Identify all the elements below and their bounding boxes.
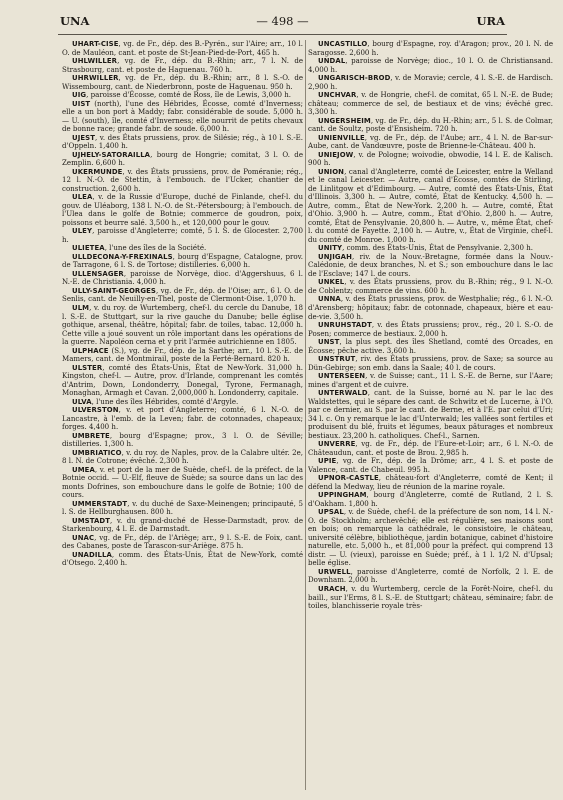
running-header [60, 14, 505, 30]
dictionary-entry [62, 74, 303, 91]
dictionary-entry [308, 474, 553, 491]
dictionary-entry [308, 372, 553, 389]
page-number: — 498 — [256, 14, 309, 28]
entry-definition: , paroisse d'Angleterre, comté de Norfolk, 2 l. E. de Downham. 2,000 h. [308, 566, 553, 585]
entry-headword: UPSAL [318, 508, 344, 517]
entry-headword: UIST [72, 99, 91, 108]
entry-headword: UNSTRUT [318, 355, 356, 364]
dictionary-entry [308, 40, 553, 57]
dictionary-entry [62, 270, 303, 287]
entry-headword: UNDAL [318, 57, 346, 66]
entry-definition: , vg. de Fr., dép. de l'Aube; arr., 4 l. N. de Bar-sur-Aube, cant. de Vandœuvre, poste de Brienne-le-Château. 400 h. [308, 132, 553, 151]
entry-definition: , paroisse d'Écosse, comté de Ross, île de Lewis, 3,000 h. [86, 90, 292, 100]
dictionary-entry [62, 517, 303, 534]
entry-headword: UJHELY-SATORAILLA [72, 150, 151, 159]
entry-headword: ULIETEA [72, 244, 105, 253]
entry-headword: ULLENSAGER [72, 269, 124, 278]
entry-definition: , v. du grand-duché de Hesse-Darmstadt, prov. de Starkenbourg, 4 l. E. de Darmstadt. [62, 515, 303, 534]
entry-headword: UNST [318, 338, 340, 347]
entry-headword: UNCASTILLO [318, 40, 368, 48]
entry-definition: , bourg d'Espagne; prov., 3 l. O. de Séville; distilleries. 1,300 h. [62, 430, 303, 449]
dictionary-entry [62, 406, 303, 432]
entry-definition: , vg. de Fr., dép. de la Drôme; arr., 4 l. S. et poste de Valence, cant. de Chabeuil. 995 h. [308, 456, 553, 474]
entry-headword: URWELL [318, 567, 351, 576]
entry-headword: UIG [72, 91, 87, 100]
dictionary-entry [308, 568, 553, 585]
entry-headword: UNTERSEEN [318, 372, 366, 381]
entry-definition: , paroisse de Norvège, dioc. d'Aggershuus, 6 l. N.-E. de Christiania. 4,000 h. [62, 268, 303, 287]
entry-definition: , paroisse d'Angleterre; comté, 5 l. S. de Glocester. 2,700 h. [62, 226, 303, 244]
dictionary-entry [62, 304, 303, 347]
dictionary-entry [308, 57, 553, 74]
entry-definition: , v. des États prussiens, prov. de Westphalie; rég., 6 l. N.-O. d'Arensberg; hôpitaux; fabr. de cotonnade, chapeaux, bière et eau-de-vie. 3,500 h. [308, 294, 553, 321]
entry-headword: UNGARISCH-BROD [318, 74, 391, 83]
dictionary-entry [62, 500, 303, 517]
entry-definition: , riv. de la Nouv.-Bretagne, formée dans la Nouv.-Calédonie, de deux branches, N. et S.; son embouchure dans le lac de l'Esclave; 147 l. de cours. [308, 251, 553, 278]
entry-headword: UHRWILLER [72, 74, 119, 83]
entry-headword: UJEST [72, 133, 96, 142]
entry-definition: , canal d'Angleterre, comté de Leicester, entre la Welland et le canal Leicester. — Autre, canal d'Écosse, comtés de Stirling, de Linlitgow et d'Edimbourg. — Autre, comté des États-Unis, État d'Illinois. 3,300 h. — Autre, comté, État de Kentucky. 4,500 h. — Autre, comm., État de New-York. 2,200 h. — Autre, comté, État d'Ohio. 3,900 h. — Autre, comm., État d'Ohio. 2,800 h. — Autre, comté, État de Pensylvanie. 20,800 h. — Autre, v., même État, chef-l. du comté de Fayette. 2,100 h. — Autre, v., État de Virginie, chef-l. du comté de Monroe. 1,000 h. [308, 166, 553, 244]
entry-headword: UNADILLA [72, 550, 112, 559]
entry-definition: , paroisse de Norvège; dioc., 10 l. O. de Christiansand. 4,000 h. [308, 56, 553, 74]
entry-headword: UKERMUNDE [72, 167, 123, 176]
entry-definition: , la plus sept. des îles Shetland, comté des Orcades, en Écosse; pêche active. 3,600 h. [308, 337, 553, 355]
entry-definition: , v. de Pologne; woivodie, obwodie, 14 l. E. de Kalisch. 900 h. [308, 149, 553, 168]
entry-definition: , bourg d'Espagne, Catalogne, prov. de Tarragone, 6 l. S. de Tortose; distilleries. 6,000 h. [62, 251, 303, 270]
entry-headword: UMBRIATICO [72, 448, 122, 457]
dictionary-entry [62, 57, 303, 74]
dictionary-entry [308, 295, 553, 321]
dictionary-entry [62, 168, 303, 194]
entry-headword: ULVA [72, 397, 92, 406]
entry-headword: UHART-CISE [72, 40, 119, 48]
left-column [62, 40, 303, 792]
entry-definition: , v. de Suède, chef-l. de la préfecture de son nom, 14 l. N.-O. de Stockholm; archevêché; elle est régulière, ses maisons sont en bois; on remarque la cathédrale, le consistoire, le château, université célèbre, bibliothèque, jardin botanique, cabinet d'histoire naturelle, etc. 5,000 h., et 81,000 pour la préfect. qui comprend 13 distr. — U. (vieux), paroisse en Suède; préf., à 1 l. 1/2 N. d'Upsal; belle église. [308, 507, 553, 568]
entry-headword: UHLWILLER [72, 57, 118, 66]
entry-definition: , v. des États prussiens, prov. de Poméranie; rég., 12 l. N.-O. de Stettin, à l'embouch. de l'Ucker, chantier de construction. 2,600 h. [62, 166, 303, 193]
entry-definition: (S.), vg. de Fr., dép. de la Sarthe; arr., 10 l. S.-E. de Mamers, cant. de Montmirail, poste de la Ferté-Bernard. 820 h. [62, 345, 303, 364]
entry-headword: ULPHACE [72, 346, 109, 355]
entry-definition: , v. des États prussiens, prov. du B.-Rhin; rég., 9 l. N.-O. de Coblentz; commerce de vins. 600 h. [308, 277, 553, 295]
entry-headword: UNRUHSTADT [318, 321, 372, 330]
dictionary-entry [62, 551, 303, 568]
entry-headword: ULVERSTON [72, 406, 119, 415]
entry-definition: , comté des États-Unis, État de New-York. 31,000 h. Kingston, chef-l. — Autre, prov. d'Irlande, comprenant les comtés d'Antrim, Down, Londonderry, Donegal, Tyrone, Fermanagh, Monaghan, Armagh et Cavan. 2,000,000 h. Londonderry, capitale. [62, 362, 303, 398]
entry-definition: , v. et port de la mer de Suède, chef-l. de la préfect. de la Botnie occid. — U.-Elf, fleuve de Suède; sa source dans un lac des monts Dofrines, son embouchure dans le golfe de Botnie; 100 de cours. [62, 464, 303, 500]
dictionary-entry [308, 508, 553, 568]
entry-headword: UMSTADT [72, 516, 111, 525]
dictionary-entry [62, 100, 303, 134]
column-divider [305, 40, 306, 790]
dictionary-entry [62, 449, 303, 466]
entry-headword: UNION [318, 167, 345, 176]
entry-headword: ULEY [72, 227, 93, 236]
entry-definition: , v. de la Russie d'Europe, duché de Finlande, chef-l. du gouv. de Uléaborg, 138 l. N.-O. de St.-Pétersbourg; à l'embouch. de l'Ulea dans le golfe de Botnie; commerce de goudron, poix, poissons et beurre salé. 3,500 h., et 120,000 pour le gouv. [62, 192, 303, 227]
entry-definition: , cant. de la Suisse, borné au N. par le lac des Waldstettes, qui le sépare des cant. de Schwitz et de Lucerne, à l'O. par ce dernier, au S. par le cant. de Berne, et à l'E. par celui d'Uri; 34 l. c. On y remarque le lac d'Unterwald; les vallées sont fertiles et produisent du blé, fruits et légumes, beaux pâturages et nombreux bestiaux. 23,200 h. catholiques. Chef-l., Sarnen. [308, 388, 553, 440]
entry-definition: , v. du Wurtemberg, cercle de la Forêt-Noire, chef-l. du baill., sur l'Erms, 8 l. S.-E. de Stuttgart; château, séminaire; fabr. de toiles, blanchisserie royale très- [308, 584, 553, 611]
header-rule [58, 34, 507, 35]
entry-definition: , v. du duché de Saxe-Meinengen; principauté, 5 l. S. de Hellburghausen. 800 h. [62, 498, 303, 517]
entry-headword: UPIE [318, 457, 337, 466]
entry-definition: , v. de Suisse; cant., 11 l. S.-E. de Berne, sur l'Aare; mines d'argent et de cuivre. [308, 371, 553, 389]
dictionary-entry [308, 338, 553, 355]
dictionary-entry [62, 151, 303, 168]
dictionary-entry [308, 321, 553, 338]
entry-headword: ULLY-SAINT-GEORGES [72, 286, 156, 295]
entry-headword: UNTERWALD [318, 389, 368, 398]
dictionary-entry [62, 193, 303, 227]
dictionary-entry [62, 253, 303, 270]
entry-definition: , v. de Hongrie, chef-l. de comitat, 65 l. N.-E. de Bude; château; commerce de sel, de bestiaux et de vins; évêché grec. 3,300 h. [308, 90, 553, 117]
entry-definition: , bourg d'Espagne, roy. d'Aragon; prov., 20 l. N. de Saragosse. 2,600 h. [308, 40, 553, 57]
entry-definition: , v. du roy. de Naples, prov. de la Calabre ultér. 2e, 8 l. N. de Cotrone; évêché. 2,300 h. [62, 447, 303, 466]
dictionary-entry [62, 227, 303, 244]
entry-definition: , bourg de Hongrie; comitat, 3 l. O. de Zemplin. 6,600 h. [62, 149, 303, 168]
entry-headword: ULM [72, 303, 90, 312]
entry-headword: UNNA [318, 295, 341, 304]
dictionary-entry [62, 466, 303, 500]
entry-definition: , comm. des États-Unis, État de Pensylvanie. 2,300 h. [342, 243, 533, 253]
entry-headword: UNVERRE [318, 440, 356, 449]
dictionary-entry [62, 432, 303, 449]
entry-definition: , vg. de Fr., dép. des B.-Pyrén., sur l'Aire; arr., 10 l. O. de Mauléon, cant. et poste de St-Jean-Pied-de-Port, 465 h. [62, 40, 303, 57]
entry-headword: UMEA [72, 465, 95, 474]
right-column [308, 40, 553, 792]
entry-headword: UNAC [72, 533, 95, 542]
entry-definition: , vg. de Fr., dép. du H.-Rhin; arr., 5 l. S. de Colmar, cant. de Soultz, poste d'Ensisheim. 720 h. [308, 115, 553, 134]
entry-definition: , vg. de Fr., dép. du B.-Rhin; arr., 8 l. S.-O. de Wissembourg, cant. de Niederbronn, poste de Haguenau. 950 h. [62, 73, 303, 91]
entry-definition: , v. de Moravie; cercle, 4 l. S.-E. de Hardisch. 2,900 h. [308, 73, 553, 91]
entry-definition: , v. des États prussiens, prov. de Silésie; rég., à 10 l. S.-E. d'Oppeln. 1,400 h. [62, 132, 303, 151]
entry-definition: , vg. de Fr., dép. du B.-Rhin; arr., 7 l. N. de Strasbourg, cant. et poste de Haguenau. 760 h. [62, 56, 303, 74]
dictionary-entry [308, 389, 553, 440]
dictionary-entry [308, 134, 553, 151]
entry-definition: , château-fort d'Angleterre, comté de Kent; il défend la Medway, lieu de réunion de la marine royale. [308, 473, 553, 491]
entry-definition: (north), l'une des Hébrides, Écosse, comté d'Inverness; elle a un bon port à Maddy; fabr. considérable de soude. 5,000 h. — U. (south), île, comté d'Inverness; elle nourrit de petits chevaux de bonne race; grande fabr. de soude. 6,000 h. [62, 98, 303, 134]
header-right-word: URA [476, 14, 505, 28]
entry-headword: UPPINGHAM [318, 491, 367, 500]
entry-headword: UNCHVAR [318, 91, 357, 100]
entry-headword: UNJIGAH [318, 252, 352, 261]
dictionary-entry [308, 168, 553, 245]
entry-headword: ULLDECONA-Y-FREXINALS [72, 252, 173, 261]
dictionary-entry [308, 151, 553, 168]
dictionary-entry [62, 364, 303, 398]
entry-headword: UMMERSTADT [72, 499, 128, 508]
entry-definition: , l'une des îles de la Société. [104, 243, 207, 253]
entry-definition: , bourg d'Angleterre, comté de Rutland, 2 l. S. d'Oakham. 1,800 h. [308, 490, 553, 508]
dictionary-entry [308, 91, 553, 117]
dictionary-entry [308, 355, 553, 372]
entry-headword: UPNOR-CASTLE [318, 474, 379, 483]
dictionary-entry [62, 287, 303, 304]
entry-definition: , v. et port d'Angleterre; comté, 6 l. N.-O. de Lancastre, à l'emb. de la Leven; fabr. de cotonnades, chapeaux; forges. 4,400 h. [62, 405, 303, 432]
entry-definition: , l'une des îles Hébrides, comté d'Argyle. [91, 396, 239, 406]
dictionary-entry [62, 534, 303, 551]
entry-headword: ULEA [72, 193, 93, 202]
entry-definition: , vg. de Fr., dép. de l'Oise; arr., 6 l. O. de Senlis, cant. de Neuilly-en-Thel, poste de Clermont-Oise. 1,070 h. [62, 285, 303, 304]
dictionary-entry [62, 347, 303, 364]
dictionary-entry [308, 491, 553, 508]
entry-headword: UNITY [318, 244, 343, 253]
entry-headword: ULSTER [72, 363, 103, 372]
entry-definition: , riv. des États prussiens, prov. de Saxe; sa source au Dün-Gebirge; son emb. dans la Saale; 40 l. de cours. [308, 354, 553, 372]
dictionary-entry [308, 585, 553, 611]
dictionary-entry [62, 134, 303, 151]
entry-definition: , vg. de Fr., dép. de l'Eure-et-Loir; arr., 6 l. N.-O. de Châteaudun, cant. et poste de Brou. 2,985 h. [308, 439, 553, 457]
dictionary-entry [308, 440, 553, 457]
entry-headword: URACH [318, 585, 346, 593]
dictionary-entry [308, 457, 553, 474]
dictionary-entry [62, 40, 303, 57]
entry-headword: UMBRETE [72, 431, 110, 440]
entry-definition: , vg. de Fr., dép. de l'Ariège; arr., 9 l. S.-E. de Foix, cant. des Cabanes, poste de Tarascon-sur-Ariège. 875 h. [62, 532, 303, 551]
entry-headword: UNKEL [318, 278, 345, 287]
header-left-word: UNA [60, 14, 90, 28]
dictionary-entry [308, 74, 553, 91]
entry-definition: , comm. des États-Unis, État de New-York, comté d'Otsego. 2,400 h. [62, 549, 303, 568]
entry-headword: UNGERSHEIM [318, 116, 371, 125]
dictionary-entry [308, 253, 553, 279]
dictionary-entry [308, 117, 553, 134]
entry-headword: UNIEJOW [318, 150, 354, 159]
entry-definition: , v. des États prussiens; prov., rég., 20 l. S.-O. de Posen; commerce de bestiaux. 2,000 h. [308, 320, 553, 338]
entry-headword: UNIENVILLE [318, 133, 365, 142]
entry-definition: , v. du roy. de Wurtemberg, chef-l. du cercle du Danube, 18 l. S.-E. de Stuttgart, sur la rive gauche du Danube; belle église gothique, arsenal, théâtre, hôpital; fabr. de toiles, tabac. 12,000 h. Cette ville a joué souvent un rôle important dans les opérations de la guerre. Napoléon cerna et y prit l'armée autrichienne en 1805. [62, 302, 303, 347]
dictionary-entry [308, 278, 553, 295]
